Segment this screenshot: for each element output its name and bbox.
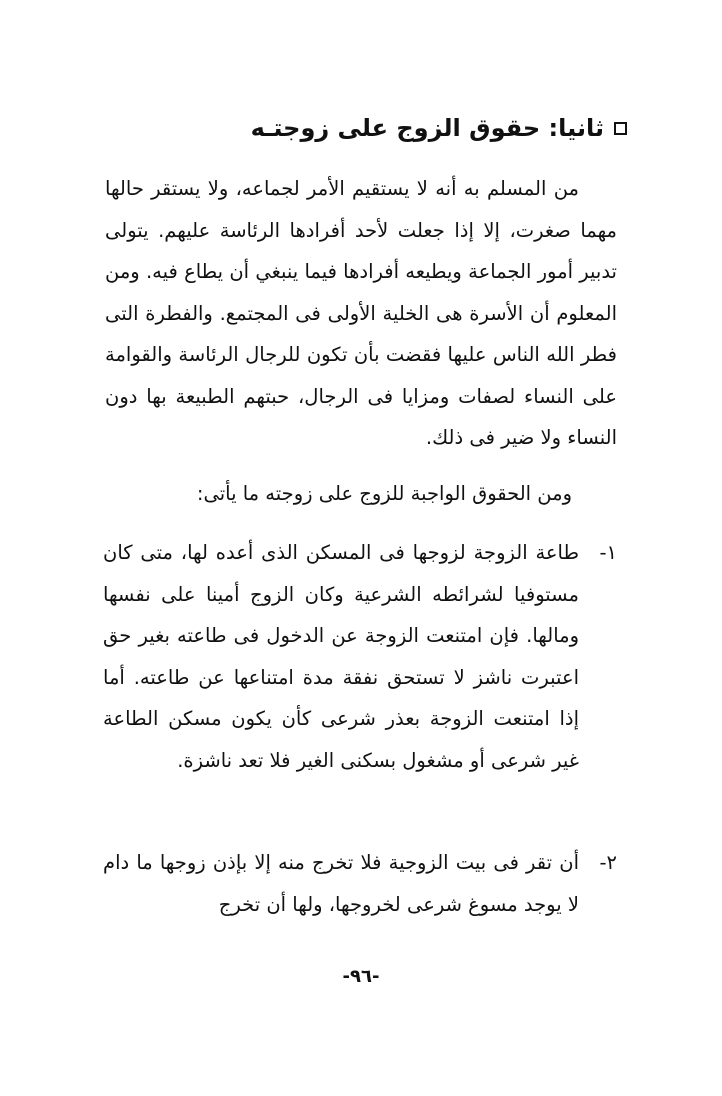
square-bullet-icon: [614, 122, 627, 135]
list-item-number: ١-: [599, 541, 617, 564]
intro-paragraph: من المسلم به أنه لا يستقيم الأمر لجماعه، ولا يستقر حالها مهما صغرت، إلا إذا جعلت لأحد أفرادها الرئاسة عليهم. يتولى تدبير أمور الجماعة ويطيعه أفرادها فيما ينبغي أن يطاع فيه. ومن المعلوم أن الأسرة هى الخلية الأولى فى المجتمع. والفطرة التى فطر الله الناس عليها فقضت بأن تكون للرجال الرئاسة والقوامة على النساء لصفات ومزايا فى الرجال، حبتهم الطبيعة بها دون النساء ولا ضير فى ذلك.: [105, 177, 617, 449]
list-lead-paragraph: ومن الحقوق الواجبة للزوج على زوجته ما يأتى:: [196, 482, 572, 505]
page-number: -٩٦-: [342, 966, 380, 987]
list-item: [103, 842, 617, 925]
section-heading-text: ثانيا: حقوق الزوج على زوجتـه: [250, 114, 604, 142]
list-item-number: ٢-: [599, 851, 617, 874]
list-item-text: أن تقر فى بيت الزوجية فلا تخرج منه إلا بإذن زوجها ما دام لا يوجد مسوغ شرعى لخروجها، ولها أن تخرج: [103, 851, 579, 916]
section-heading: [227, 108, 627, 148]
list-item-text: طاعة الزوجة لزوجها فى المسكن الذى أعده لها، متى كان مستوفيا لشرائطه الشرعية وكان الزوج أمينا على نفسها ومالها. فإن امتنعت الزوجة عن الدخول فى طاعته بغير حق اعتبرت ناشز لا تستحق نفقة مدة امتناعها عن طاعته. أما إذا امتنعت الزوجة بعذر شرعى كأن يكون مسكن الطاعة غير شرعى أو مشغول بسكنى الغير فلا تعد ناشزة.: [103, 541, 579, 772]
list-item: [103, 532, 617, 781]
